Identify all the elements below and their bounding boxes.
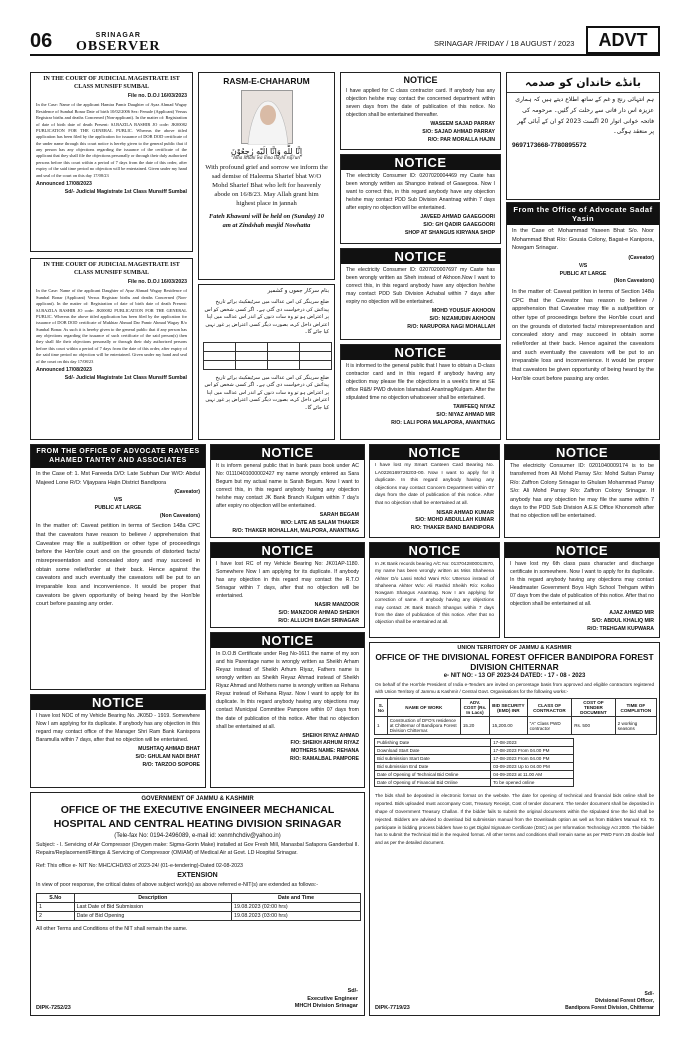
notice-nisar: [369, 444, 500, 538]
signatory-residence: R/O: TARZOO SOPORE: [142, 761, 200, 768]
verse-transliteration: "Inna lillahi wa inna ilayhi raji'un": [231, 156, 302, 161]
urdu-table: [203, 342, 332, 370]
tender-subject: Subject: - I. Servicing of Air Compressor (Oxygen make: Sigma-Gorin Make) installed at Gov Fresh Mill, Manasbal Safapora Ganderbal II. Repairs/Replacement/Fittings & Servicing of Compressor (OM/AM) of Medical Air at Govt. LD Hospital Srinagar.: [36, 842, 359, 857]
table-cell: 2: [37, 912, 75, 921]
signatory-name: MOHD YOUSUF AKHOON: [431, 308, 495, 315]
signatory-parent: S/O: MANZOOR AHMAD SHEIKH: [278, 610, 359, 617]
signatory-residence: R/O: TREHGAM KUPWARA: [587, 625, 654, 632]
signatory-residence: SHOP AT SHANGUS KIRYANA SHOP: [404, 229, 495, 236]
signature-mark: Sd/-: [644, 991, 654, 997]
signatory-mother: MOTHERS NAME: REHANA: [290, 748, 359, 755]
notice-ajaz: [504, 542, 660, 638]
signatory-name: JAVEED AHMAD GAAEGOORI: [420, 214, 495, 221]
forest-work-table: [374, 698, 657, 735]
table-cell: 19.08.2023 (03:00 hrs): [232, 912, 361, 921]
notice-title: NOTICE: [211, 445, 364, 460]
signatory-residence: R/O: RAMALBAL PAMPORE: [290, 756, 359, 763]
notice-body: The electricity Consumer ID: 0207020004469 my Caste has been wrongly written as Shangoo instead of Gaaegooa. Now I want to correct this, in this regard anybody have any objection he/she may contact PDD Sub Division Anantnag within 7 days after expiry no objection will be entertained.: [346, 173, 495, 212]
public-at-large: PUBLIC AT LARGE: [559, 270, 607, 277]
notice-title: NOTICE: [370, 543, 499, 558]
court-notice-1: [30, 72, 193, 252]
urdu-title: بانڈے خاندان کو صدمہ: [507, 73, 659, 93]
notice-title: NOTICE: [505, 543, 659, 558]
notice-title: NOTICE: [211, 633, 364, 648]
urdu-court-notice: [198, 284, 335, 440]
court-title: IN THE COURT OF JUDICIAL MAGISTRATE IST CLASS MUNSIFF SUMBAL: [43, 262, 180, 276]
signatory-name: NASIR MANZOOR: [314, 602, 359, 609]
signatory-name: AJAZ AHMED MIR: [609, 610, 654, 617]
notice-title: NOTICE: [505, 445, 659, 460]
urdu-body: ضلع سرینگر کی اس عدالت میں سرٹیفکیٹ برائے تاریخ پیدائش کی درخواست دی گئی ہے۔ اگر کسی شخص کو اس پر اعتراض ہو تو وہ سات دنوں کے اندر اس عدالت میں اپنا اعتراض داخل کرے، بصورت دیگر کسی اعتراض پر غور نہیں کیا جائے گا۔: [204, 299, 329, 336]
notice-title: NOTICE: [211, 543, 364, 558]
table-cell: 1: [37, 903, 75, 912]
signatory-residence: R/O: ALLUCHI BAGH SRINAGAR: [278, 617, 359, 624]
notice-title: NOTICE: [341, 155, 500, 170]
table-row: [375, 771, 574, 779]
table-header: S. No: [375, 699, 388, 717]
advocate-heading: From the Office of Advocate Sadaf Yasin: [507, 203, 659, 225]
schedule-value: 17-08-2023 From 04.00 PM: [491, 755, 574, 763]
signatory-residence: R/O: THAKER BAND BANDIPORA: [410, 525, 494, 532]
table-row: [37, 903, 361, 912]
table-row: [375, 739, 574, 747]
table-cell: "A" Class PWD contractor: [527, 717, 572, 735]
table-header: CLASS OF CONTRACTOR: [527, 699, 572, 717]
schedule-value: 04-09-2023 at 11.00 AM: [491, 771, 574, 779]
table-row: [375, 763, 574, 771]
non-caveator-role: (Non Caveators): [613, 278, 654, 285]
notice-body: I have lost RC of my Vehicle Bearing No: JK01AP-1180. Somewhere Now I am applying for its duplicate. If anybody has any objection in this regard may contact the R.T.O Srinagar within 7 days, after that no objection will be entertained.: [216, 561, 359, 600]
schedule-label: Date of Opening of Financial Bid Online: [375, 779, 491, 787]
table-header: S.No: [37, 894, 75, 903]
schedule-label: Download Start Date: [375, 747, 491, 755]
non-caveator-role: (Non Caveators): [159, 512, 200, 519]
forest-tender: [369, 642, 660, 1016]
urdu-condolence-body: ہم انتہائی رنج و غم کے ساتھ اطلاع دیتے ہیں کہ ہماری عزیزہ اس دار فانی سے رحلت کر گئیں۔ مرحومہ کی فاتحہ خوانی اتوار 20 اگست 2023 کو ان کے آبائی گھر پر منعقد ہوگی۔: [515, 96, 654, 136]
signatory-parent: W/O: LATE AB SALAM THAKER: [280, 520, 359, 527]
notice-tawfeeq: [340, 344, 501, 440]
versus: V/S: [113, 496, 123, 503]
forest-title: OFFICE OF THE DIVISIONAL FOREST OFFICER BANDIPORA FOREST DIVISION CHITERNAR: [375, 652, 654, 673]
schedule-label: Bid submission Start Date: [375, 755, 491, 763]
forest-nit: e- NIT NO: - 13 OF 2023-24 DATED: - 17 - 08 - 2023: [443, 673, 586, 680]
notice-mohd: [340, 248, 501, 340]
notice-body: I have lost my Smart Canteen Card Bearing No. LA0226169726203-00. Now I want to apply for it duplicate. In this regard anybody having any objections may contact Concern Department within 07 days from the date of publication of this notice. After that no objection shall be entertained at all.: [375, 463, 494, 506]
table-header: Description: [74, 894, 231, 903]
table-cell: Rs. 500: [572, 717, 615, 735]
signatory-residence: R/O: THAKER MOHALLAH, MALPORA, ANANTNAG: [232, 527, 359, 534]
court-title: IN THE COURT OF JUDICIAL MAGISTRATE IST CLASS MUNSIFF SUMBAL: [43, 76, 180, 90]
signatory-name: TAWFEEQ NIYAZ: [453, 404, 495, 411]
urdu-heading: بنام سرکار جموں و کشمیر: [267, 288, 329, 294]
masthead-city: SRINAGAR: [95, 32, 141, 39]
date-line: SRINAGAR /FRIDAY / 18 AUGUST / 2023: [434, 39, 575, 48]
notice-body: The electricity Consumer ID: 0201040009174 is to be transferred from Ali Mohd Parray S/o: Mohd Sultan Parray R/o: Zaffron Colony Srinagar to Ghulam Mohammad Parray S/o: Ali Mohd Parray R/o: Zaffron Colony Srinagar. If anybody has any objection he may file the same within 7 days to the PDD Sub Division A.E.E Office Khonomoh after that no objection will be entertained.: [510, 463, 654, 520]
caveat-body: In the matter of: Caveat petition in terms of Section 148a CPC that the Caveator has reason to believe / apprehension that Caveatee may file a suit/petition or other type of proceedings before the Hon'ble court and on the grounds of distorted facts/ misrepresentation and concealed story and may succeed in obtain some relief/order at their back. Hence against the caveators and such eventually the caveators will be put to an irreparable loss and inconvenience. It would be proper that caveators be given opportunity of being heard by the Hon'ble court before passing any order.: [512, 289, 654, 382]
obituary-body: With profound grief and sorrow we inform the sad demise of Haleema Sharief bhat W/O Mohd Sharief Bhat who left for heavenly abode on 16/8/23. May Allah grant him highest place in jannah: [205, 164, 328, 207]
table-cell: 15,200.00: [490, 717, 528, 735]
signatory-child: F/O: SHEIKH ARHUM RIYAZ: [290, 740, 359, 747]
public-at-large: PUBLIC AT LARGE: [94, 504, 142, 511]
notice-sarah: [210, 444, 365, 538]
forest-schedule-table: [374, 738, 574, 787]
file-number: File no. D.O.I 16/03/2023: [127, 278, 187, 285]
signatory-parent: S/O: MOHD ABDULLAH KUMAR: [415, 517, 494, 524]
page-header: [30, 30, 660, 56]
forest-ut: UNION TERRITORY OF JAMMU & KASHMIR: [457, 645, 572, 651]
notice-title: NOTICE: [403, 75, 438, 85]
caveat-body: In the matter of: Caveat petition in terms of Section 148a CPC that the caveators have reason to believe / apprehension that Caveatee may file a suit/petition or other type of proceedings before the Hon'ble court and on the grounds of distorted facts/ misrepresentation and concealed story and may succeed in obtain some relief/order at their back. Hence against the caveators and such eventually the caveators will be put to an irreparable loss and inconvenience. It would be proper that caveators be given opportunity of being heard by the Hon'ble court before passing any order.: [36, 523, 200, 608]
forest-signatory: [565, 991, 654, 1012]
signatory-designation: Divisional Forest Officer,: [595, 998, 654, 1004]
schedule-value: 17-08-2023: [491, 739, 574, 747]
caveator-role: (Caveator): [628, 254, 654, 261]
government-line: GOVERNMENT OF JAMMU & KASHMIR: [141, 796, 254, 802]
executive-engineer-tender: [30, 792, 365, 1016]
signatory-residence: R/O: LALI PORA MALAPORA, ANANTNAG: [391, 419, 495, 426]
table-row: [375, 717, 657, 735]
signatory-parent: S/O: NIYAZ AHMAD MIR: [436, 412, 495, 419]
signatory-office: MHCH Division Srinagar: [294, 1003, 358, 1010]
tender-reference: Ref: This office e- NIT No: MHC/CHD/83 of 2023-24/ (01-e-tendering)-Dated 02-08-2023: [36, 862, 243, 869]
table-cell: Last Date of Bid Submission: [74, 903, 231, 912]
versus: V/S: [578, 262, 588, 269]
fateh-khawani: Fateh Khawani will be held on (Sunday) 10 am at Zindshah masjid Nowhatta: [209, 213, 324, 229]
schedule-value: 03-09-2023 Up to 04.00 PM: [491, 763, 574, 771]
notice-body: In D.O.B Certificate under Reg No-1611 the name of my son and his Parentage name is wrongly written as Sheikh Arham Reyaz instead of Sheikh Arhum Riyaz, Fathers name is wrongly written as Sheikh Reyaz Ahmad instead of Sheikh Riyaz Ahmad and Mothers name is wrongly written as Rehana Reyaz instead of Rehana Riyaz. Now I want to apply for its duplicate. In this regard anybody having any objections may contact Municipal Committee Pampore within 07 days from the date of publication of this notice. After that no objection shall be entertained at all.: [216, 651, 360, 730]
critical-dates-table: [36, 893, 361, 921]
page-number: 06: [30, 30, 53, 52]
masthead: [76, 32, 161, 55]
court-notice-2: [30, 258, 193, 440]
arabic-verse: اِنَّا لِلّٰهِ وَاِنَّا اِلَيْهِ رٰجِعُوْنَ: [230, 147, 303, 156]
notice-title: NOTICE: [341, 345, 500, 360]
executive-signatory: [295, 988, 358, 1011]
forest-terms: The bids shall be deposited in electronic format on the website. The date for opening of technical and financial bids online shall be reported. Bids uploaded must accompany Cost, Treasury Receipt, Cost of tender document. The tender document shall be deposited in shape of Government Treasury Challan. If the bidder fails to submit the original documents within the stipulated time the bid shall be rejected. Bidders are advised to download bid submission manual from the Downloads option as well as from Bidders Manual Kit. To participate in bidding process bidders have to get Digital Signature Certificate (DSC) as per Information Technology Act 2000. The bidder has to submit the Technical Bid in the required format. All other terms and conditions shall remain same as per PWD Form 25 double leaf and as per the detailed document.: [375, 793, 654, 846]
table-row: [375, 747, 574, 755]
signatory-parent: S/O: GH QADIR GAAEGOORI: [423, 222, 495, 229]
table-cell: 1: [375, 717, 388, 735]
notice-consumer: [504, 444, 660, 538]
table-header: ADV. COST (Rs. In Lacs): [460, 699, 489, 717]
signatory-designation: Executive Engineer: [307, 995, 358, 1002]
contact-line: (Tele-fax No: 0194-2496089, e-mail id: xenmhchdiv@yahoo.in): [114, 833, 281, 840]
obituary-title: RASM-E-CHAHARUM: [223, 76, 310, 86]
section-label: ADVT: [586, 26, 660, 54]
advocate-sadaf-notice: [506, 202, 660, 440]
signatory-parent: S/O: GHULAM NADI BHAT: [135, 754, 200, 761]
notice-body: In JK Bank records bearing A/C No: 0137042800013570, my name has been wrongly written as Miss Shaheena Akhter D/o Lassi Mohd Wani R/o: Uttersoo instead of Shaheena Akhter W/o: Ali Rashid Sheikh R/o: Kolloo Nowgam Shangus Anantnag. Now I am applying for correction of same. If anybody having any objections may contact JK Bank Branch Shangus within 7 days from the date of publication of this notice. After that no objection shall be entertained at all.: [375, 561, 494, 625]
extension-heading: EXTENSION: [177, 871, 218, 879]
file-number: File no. D.O.I 16/03/2023: [127, 92, 187, 99]
schedule-value: To be opened online: [491, 779, 574, 787]
schedule-label: Bid submission End Date: [375, 763, 491, 771]
rasm-e-chaharum: [198, 72, 335, 280]
contact-numbers: 9697173668-7780895572: [512, 142, 587, 150]
case-parties: In the Case of: 1. Mst Fareeda D/O: Late Subhan Dar W/O: Abdul Majeed Lone R/O: Vijaypara Hajin District Bandipora: [36, 470, 200, 486]
table-cell: Date of Bid Opening: [74, 912, 231, 921]
signatory-name: MUSHTAQ AHMAD BHAT: [138, 746, 200, 753]
notice-title: NOTICE: [370, 445, 499, 460]
case-parties: In the Case of: Mohammad Yaseen Bhat S/o. Noor Mohammad Bhat R/o: Gousia Colony, Bagat-e Kanipora, Nowgam Srinagar.: [512, 228, 654, 252]
court-signatory: Sd/- Judicial Magistrate 1st Class Munsiff Sumbal: [64, 188, 187, 195]
signatory-residence: R/O: NARUPORA NAGI MOHALLAH: [407, 323, 495, 330]
forest-dipk: DIPK-7719/23: [375, 1005, 410, 1011]
schedule-value: 17-08-2023 From 04.00 PM: [491, 747, 574, 755]
table-cell: 15.20: [460, 717, 489, 735]
signature-mark: Sd/-: [347, 987, 358, 994]
notice-body: I have applied for C class contractor card. If anybody has any objection he/she may contact the concerned department within seven days from the date of publication of this notice. No objection shall be entertained thereafter.: [346, 88, 495, 119]
notice-title: NOTICE: [31, 695, 205, 710]
signatory-name: SHEIKH RIYAZ AHMAD: [302, 732, 359, 739]
signatory-name: WASEEM SAJAD PARRAY: [430, 121, 495, 128]
advocate-heading: FROM THE OFFICE OF ADVOCATE RAYEES AHAMED TANTRY AND ASSOCIATES: [31, 445, 205, 468]
notice-body: I have lost my 6th class pass character and discharge certificate in somewhere. Now I want to apply for its duplicate. In this regard anybody having any objections may contact Headmaster Government Boys High School Trehgam within 07 days from the date of publication of this notice. After that no objection shall be entertained at all.: [510, 561, 654, 608]
court-annexure: Announced 17/08/2023: [36, 366, 92, 373]
table-row: [375, 755, 574, 763]
table-row: [37, 912, 361, 921]
signatory-residence: R/O: PAR MORALLA HAJIN: [427, 136, 495, 143]
notice-body: I have lost NOC of my Vehicle Bearing No. JK05D - 1919. Somewhere Now I am applying for its duplicate. If anybody has any objection in this regard may contact office of the Manager Shri Ram Bank Kanispora Baramulla within 7 days, after that no objection will be entertained.: [36, 713, 200, 744]
schedule-label: Date of Opening of Technical Bid Online: [375, 771, 491, 779]
notice-body: It is informed to the general public that I have to obtain a D-class contractor card and in this regard if anybody having any objection may please file the objections in a week's time at SE office R&B/ PWD division Islamabad Anantnag/Kulgam. After the stipulated time no objection whatsoever shall be entertained.: [346, 363, 495, 402]
court-body: In the Case: Name of the applicant Hamira Pamir Daughter of Ayaz Ahmad Wagay Residence of Sumbal Bonar Date of birth 10/02/2006 Sex: Female (Applicant) Versus Registrar births and deaths Concerned (Non-applicant). In the matter of: Registration of date of birth date of death Present: SJ.BAZILA BASHIR JO code: JK00082 PUBLICATION FOR THE GENERAL PUBLIC. Whereas the above titled application has been filed by the application for issuance of DOB DOD certificate of the under name through this court notice is hereby given to the general public that if any person has any objections regarding the issuance of the certificate of the applicant that they shall file the objections personally or through their duly authorized persons before this court within a period of 7 days from the date of this order, after expiry of the said time period no objection will be entertained. Given under my hand and seal of the court on this day 17/08/23: [36, 102, 187, 178]
notice-javeed: [340, 154, 501, 244]
table-header: COST OF TENDER DOCUMENT: [572, 699, 615, 717]
signatory-parent: S/O: SAJAD AHMAD PARRAY: [422, 129, 495, 136]
notice-mushtaq: [30, 694, 206, 788]
table-cell: Construction of DFO's residence at Chitternar of Bandipora Forest Division Chitternar.: [387, 717, 460, 735]
advocate-rayees-notice: [30, 444, 206, 690]
court-body: In the Case: Name of the applicant Daughter of Ayaz Ahmad Wagay Residence of Sumbal Bonar (Applicant) Versus Registrar births and deaths Concerned (Non-applicant). In the matter of: Registration of date of birth date of death Present: SJ.BAZILA BASHIR JO code: JK00082 PUBLICATION FOR THE GENERAL PUBLIC. Whereas the above titled application has been filed by the application for issuance of DOB DOD certificate of Mukhtar Ahmad Dar Pamir Ahmad Wagay R/o Sumbal Bonar. As such it is hereby given to the general public that if any person has any objections regarding the issuance of such certificate of the said person(s) then they shall file their objections personally or through their duly authorized persons before this court within a period of 7 days from the date of this order, after expiry of the said time period no objection will be entertained. Given under my hand and seal of the court on this day 17/08/23: [36, 288, 187, 364]
table-header: Date and Time: [232, 894, 361, 903]
extension-text: In view of poor response, the critical dates of above subject work(s) as above referred e-NIT(s) are extended as follows:-: [36, 881, 319, 888]
signatory-office: Bandipora Forest Division, Chitternar: [565, 1005, 654, 1011]
signatory-name: SARAH BEGAM: [319, 512, 359, 519]
notice-body: The electricity Consumer ID: 0207020007697 my Caste has been wrongly written as Sheh instead of Akhoon.Now I want to correct this, in this regard anybody have any objection he/she may contact PDD Sub Division Achabal within 7 days after expiry no objection will be entertained.: [346, 267, 495, 306]
table-header: NAME OF WORK: [387, 699, 460, 717]
signatory-parent: S/O: ABDUL KHALIQ MIR: [591, 618, 654, 625]
caveator-role: (Caveator): [174, 489, 200, 496]
executive-dipk: DIPK-7252/23: [36, 1005, 71, 1011]
executive-title: OFFICE OF THE EXECUTIVE ENGINEER MECHANICAL HOSPITAL AND CENTRAL HEATING DIVISION SRINAGAR: [53, 804, 342, 830]
court-signatory: Sd/- Judicial Magistrate 1st Class Munsiff Sumbal: [64, 374, 187, 381]
portrait-photo: [241, 90, 293, 144]
terms-footer: All other Terms and Conditions of the NIT shall remain the same.: [36, 926, 188, 933]
notice-sheikh: [210, 632, 365, 788]
notice-body: It is inform general public that in bank pass book under AC No: 01110401000002427 my name wrongly entered as Sara Begum but my actual name is Sarah Begum. Now I want to correct this, in this regard anybody having any objection he/she may contact JK Bank Branch Kulgam within 7 day's after expiry no objection will be entertained.: [216, 463, 359, 510]
forest-intro: On behalf of the Hon'ble President of India e-Tenders are invited on percentage basis from approved and eligible contractors registered with Union Territory of Jammu & Kashmir / Central Govt. Organisations for the following works:-: [375, 682, 654, 695]
notice-shahnaz: [369, 542, 500, 638]
table-row: [375, 779, 574, 787]
urdu-condolence: [506, 72, 660, 200]
table-cell: 19.08.2023 (02:00 hrs): [232, 903, 361, 912]
table-cell: 2 working seasons: [615, 717, 656, 735]
masthead-title: OBSERVER: [76, 39, 161, 54]
court-annexure: Announced 17/08/2023: [36, 180, 92, 187]
urdu-body-repeat: ضلع سرینگر کی اس عدالت میں سرٹیفکیٹ برائے تاریخ پیدائش کی درخواست دی گئی ہے۔ اگر کسی شخص کو اس پر اعتراض ہو تو وہ سات دنوں کے اندر اس عدالت میں اپنا اعتراض داخل کرے، بصورت دیگر کسی اعتراض پر غور نہیں کیا جائے گا۔: [204, 374, 329, 411]
notice-nasir: [210, 542, 365, 628]
table-header: BID SECURITY (EMD) INR: [490, 699, 528, 717]
notice-waseem: [340, 72, 501, 150]
table-header: TIME OF COMPLETION: [615, 699, 656, 717]
signatory-name: NISAR AHMAD KUMAR: [436, 509, 494, 516]
signatory-parent: S/O: NIZAMUDIN AKHOON: [429, 316, 495, 323]
schedule-label: Publishing Date: [375, 739, 491, 747]
notice-title: NOTICE: [341, 249, 500, 264]
